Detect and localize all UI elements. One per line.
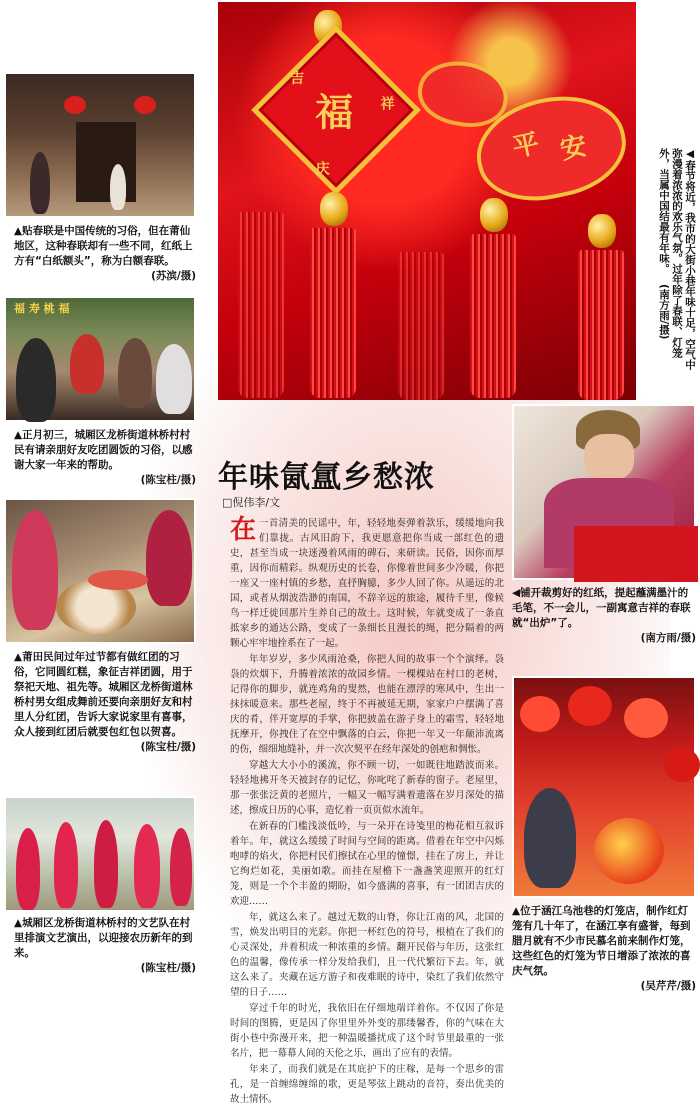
hero-caption-text: ◀春节将近，我市的大街小巷年味十足，空气中弥漫着浓浓的欢乐气氛。过年除了春联、灯笼外，当属中国结最有年味。 bbox=[658, 148, 696, 370]
person-figure bbox=[118, 338, 152, 408]
lantern-icon bbox=[594, 818, 664, 884]
article-paragraph: 年来了，而我们就是在其庇护下的庄稼，是每一个思乡的雷孔，是一首缠绵缠绵的歌，更是琴弦上跳动的音符，奏出优美的故土情怀。 bbox=[230, 1064, 504, 1105]
person-figure bbox=[110, 164, 126, 210]
drop-cap: 在 bbox=[230, 515, 257, 545]
dancer-figure bbox=[94, 820, 118, 908]
photo3-caption-text: ▲莆田民间过年过节都有做红团的习俗，它同圆红糕，象征吉祥团圆，用于祭祀天地、祖先等。城厢区龙桥街道林桥村男女组成舞前还要向亲朋好友和村里人分红团，告诉大家说家里有喜事，众人接到红团后就要包红包以贺喜。 bbox=[14, 651, 193, 738]
photo1-credit: (苏滨/摄) bbox=[151, 270, 196, 282]
photo4-caption-text: ▲城厢区龙桥街道林桥村的文艺队在村里排演文艺演出，以迎接农历新年的到来。 bbox=[14, 917, 193, 959]
article-paragraph: 穿过千年的时光，我依旧在仔细地端详着你。不仅因了你是时间的图腾，更是因了你里里外外变的那缕馨香，你的气味在大街小巷中弥漫开来，把一种温暖播扰成了这个时节里最重的一张名片，把一幕幕人间的天伦之乐，画出了应有的表情。 bbox=[230, 1003, 504, 1059]
red-tassel bbox=[310, 228, 356, 398]
doorway bbox=[76, 122, 136, 202]
person-figure bbox=[156, 344, 192, 414]
gold-bead bbox=[588, 214, 616, 248]
lantern-icon bbox=[134, 96, 156, 114]
knot-char-ping: 平 bbox=[510, 128, 542, 164]
fu-knot bbox=[251, 25, 421, 195]
photo3-credit: (陈宝柱/摄) bbox=[140, 741, 196, 753]
red-tassel bbox=[238, 212, 284, 398]
knot-char-ji: 吉 bbox=[290, 71, 305, 88]
photo-making-red-cakes bbox=[4, 498, 196, 644]
gold-bead bbox=[480, 198, 508, 232]
photo2-caption-text: ▲正月初三，城厢区龙桥街道林桥村村民有请亲朋好友吃团圆饭的习俗，以感谢大家一年来的帮助。 bbox=[14, 429, 193, 471]
dancer-figure bbox=[134, 824, 160, 908]
lantern-icon bbox=[64, 96, 86, 114]
red-cakes bbox=[88, 570, 148, 590]
red-tassel bbox=[398, 252, 444, 400]
article-paragraph: 年，就这么来了。越过无数的山脊，你让江南的风，北国的雪，焕发出明目的光彩。你把一杯红色的符号，根植在了我们的心灵深处，并着积成一种浓重的乡情。翻开民俗与年历，这张红色的温馨，像传承一样分发给我们，且一代代繁衍下去。年，就这么来了。夹藏在远方游子和夜难眠的诗中，染红了我们依然守望的日子…… bbox=[230, 912, 504, 998]
red-tassel bbox=[578, 250, 624, 400]
knot-char-an: 安 bbox=[557, 130, 590, 166]
photo5-caption bbox=[512, 586, 696, 646]
hero-caption bbox=[640, 148, 696, 378]
knot-char-qing: 庆 bbox=[315, 161, 330, 178]
article-title: 年味氤氲乡愁浓 bbox=[218, 460, 435, 495]
photo6-credit: (吴芹芹/摄) bbox=[640, 980, 696, 992]
banner-text: 福 寿 桃 福 bbox=[14, 302, 70, 315]
red-paper bbox=[574, 526, 698, 582]
photo1-caption-text: ▲贴春联是中国传统的习俗，但在莆仙地区，这种春联却有一些不同，红纸上方有“白纸额头”，称为白额春联。 bbox=[14, 225, 193, 267]
dancer-figure bbox=[16, 828, 40, 910]
article-paragraph: 穿越大大小小的溪流，你不顾一切，一如既往地踏波而来。轻轻地拂开冬天被封存的记忆，你叱咤了新春的窗子。老屋里，那一张张泛黄的老照片，一幅又一幅写满着遗落在岁月深处的描述，擦成日历的心事，造忆着一页页似水流年。 bbox=[230, 760, 504, 816]
knot-char-fu: 福 bbox=[315, 89, 354, 135]
person-figure bbox=[70, 334, 104, 394]
elder-face bbox=[584, 434, 634, 480]
article-paragraph: 年年岁岁，多少风雨沧桑，你把人间的故事一个个演绎。袅袅的炊烟下，升腾着浓浓的故园乡情。一棵棵站在村口的老树，记得你的脚步，就连鸡角的叟然，也能在漂浮的寒风中，生出一抹抹暖意来。那些老屋，终于不再被延无期，家家户户摆满了喜庆的肴，伴开宽厚的手掌，你把披盖在游子身上的霜雪，轻轻地抚摩开，你拽住了在空中飘落的白云，你把一年又一年颠沛流离的伤，细细地缝补，并一次次契平在经年深处的创疤和惆怅。 bbox=[230, 654, 504, 755]
knot-char-xiang: 祥 bbox=[380, 96, 395, 113]
photo4-caption bbox=[14, 916, 196, 976]
dancer-figure bbox=[170, 828, 192, 906]
article-paragraph bbox=[230, 516, 504, 651]
photo6-caption bbox=[512, 904, 696, 994]
person-figure bbox=[16, 338, 56, 422]
gold-bead bbox=[320, 192, 348, 226]
photo3-caption bbox=[14, 650, 196, 755]
photo4-credit: (陈宝柱/摄) bbox=[140, 962, 196, 974]
photo6-caption-text: ▲位于涵江乌池巷的灯笼店，制作红灯笼有几十年了，在涵江享有盛誉，每到腊月就有不少市民慕名前来制作灯笼，这些红色的灯笼为节日增添了浓浓的喜庆气氛。 bbox=[512, 905, 691, 977]
photo5-caption-text: ◀铺开裁剪好的红纸，提起蘸满墨汁的毛笔，不一会儿，一副寓意吉祥的春联就“出炉”了。 bbox=[512, 587, 691, 629]
person-figure bbox=[30, 152, 50, 214]
photo-spring-couplets-doorway bbox=[4, 72, 196, 218]
person-figure bbox=[146, 510, 192, 606]
photo5-credit: (南方雨/摄) bbox=[640, 632, 696, 644]
photo-writing-couplets bbox=[512, 404, 696, 580]
hero-photo-chinese-knots bbox=[218, 2, 636, 400]
person-figure bbox=[12, 510, 58, 630]
craftsman-figure bbox=[524, 788, 576, 888]
photo2-caption bbox=[14, 428, 196, 488]
photo-art-troupe-dance bbox=[4, 796, 196, 912]
lantern-icon bbox=[624, 698, 668, 738]
lantern-icon bbox=[664, 748, 700, 782]
hero-credit: (南方雨/摄) bbox=[658, 283, 670, 340]
article-paragraph-text: 一首清美的民谣中，年，轻轻地奏弹着款乐，缓缓地向我们靠拢。古风旧韵下，我更愿意把你当成一部红色的遗史，甚至当成一块迷漫着风雨的碑石，来研读。民俗，因你而厚重，因你而精彩。纵观历史的长卷，你像着世间多少冷暖，你把一座又一座村镇的乡愁，直抒胸臆，多少人回了你。从遥远的北国，或者从烟波浩渺的南国，不辞辛远的旅途，履待千里，像候鸟一样迁徙回那片生养自己的故土。这时候，年就变成了一条直抵家乡的通达公路，变成了一条细长且漫长的绳，把分隔着的两颗心牢牢地拴系在了一起。 bbox=[230, 518, 504, 649]
photo-reunion-dinner bbox=[4, 296, 196, 422]
article-paragraph: 在新春的门槛浅淡低吟，与一朵开在诗笺里的梅花相互叙诉着年。年，就这么缓缓了时间与空间的距离。借着在年空中闪烁咆哮的焰火，你把村民们擦拭在心里的憧憬，挂在了房上，并让它绚烂如花，美丽如歌。而挂在屋檐下一盏盏笑迎照开的红灯笼，则是一个个丰盈的期盼，如今盛满的喜事，有一团团吉庆的欢迎…… bbox=[230, 821, 504, 907]
lantern-icon bbox=[568, 686, 612, 726]
article-body bbox=[230, 516, 504, 1108]
article-byline: □倪伟李/文 bbox=[222, 496, 281, 509]
lantern-icon bbox=[520, 696, 560, 732]
photo-lantern-shop bbox=[512, 676, 696, 898]
red-tassel bbox=[470, 234, 516, 398]
photo2-credit: (陈宝柱/摄) bbox=[140, 474, 196, 486]
photo1-caption bbox=[14, 224, 196, 284]
dancer-figure bbox=[54, 822, 78, 908]
